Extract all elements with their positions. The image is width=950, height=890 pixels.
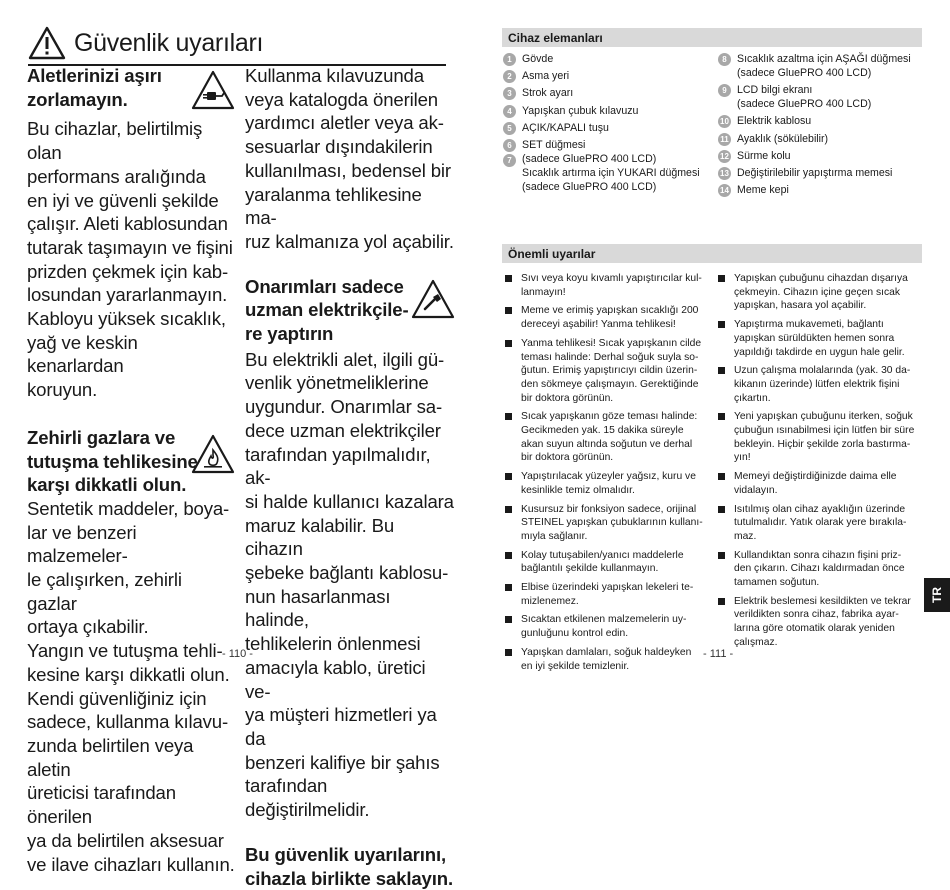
warning-item: Kolay tutuşabilen/yanıcı maddelerle bağlantılı şekilde kullanmayın. (505, 549, 707, 576)
warning-item: Sıcak yapışkanın göze teması halinde: Gecikmeden yak. 15 dakika süreyle akan suyun altında soğutun ve derhal bir doktora görünün. (505, 410, 707, 465)
flammable-warning-icon (191, 434, 235, 474)
number-badge: 5 (503, 122, 516, 135)
list-item: 13 Değiştirilebilir yapıştırma memesi (718, 166, 928, 180)
list-item: 6 7 SET düğmesi (sadece GluePRO 400 LCD) Sıcaklık artırma için YUKARI düğmesi (sadece GluePRO 400 LCD) (503, 138, 708, 194)
bullet-square-icon (505, 552, 512, 559)
bullet-square-icon (718, 275, 725, 282)
number-badge: 9 (718, 84, 731, 97)
section-toxic-gases (27, 426, 235, 876)
section-header-elements: Cihaz elemanları (502, 28, 922, 47)
language-tab: TR (924, 578, 950, 612)
list-item: 12 Sürme kolu (718, 149, 928, 163)
list-item: 9 LCD bilgi ekranı (sadece GluePRO 400 LCD) (718, 83, 928, 111)
bullet-square-icon (718, 552, 725, 559)
section-body: Sentetik maddeler, boya- lar ve benzeri malzemeler- le çalışırken, zehirli gazlar ortaya çıkabilir. Yangın ve tutuşma tehli- kesine karşı dikkatli olun. Kendi güvenliğiniz için sadece, kullanma kılavu- zunda belirtilen veya aletin üreticisi tarafından önerilen ya da belirtilen aksesuar ve ilave cihazları kullanın. (27, 497, 235, 875)
elements-list-1 (503, 52, 708, 197)
accessories-paragraph: Kullanma kılavuzunda veya katalogda önerilen yardımcı aletler veya ak- sesuarlar dışındakilerin kullanılması, bedensel bir yaralanma tehlikesine ma- ruz kalmanıza yol açabilir. (245, 65, 454, 252)
section-heading: Onarımları sadece uzman elektrikçile- re yaptırın (245, 275, 409, 345)
left-column-2 (245, 64, 455, 890)
bullet-square-icon (718, 413, 725, 420)
number-badge: 10 (718, 115, 731, 128)
bullet-square-icon (505, 275, 512, 282)
list-item: 1 Gövde (503, 52, 708, 66)
left-column-1 (27, 64, 235, 876)
closing-note: Bu güvenlik uyarılarını, cihazla birlikte saklayın. (245, 843, 453, 889)
tool-warning-icon (411, 279, 455, 319)
bullet-square-icon (718, 506, 725, 513)
number-badge: 11 (718, 133, 731, 146)
bullet-square-icon (505, 473, 512, 480)
list-item: 8 Sıcaklık azaltma için AŞAĞI düğmesi (sadece GluePRO 400 LCD) (718, 52, 928, 80)
left-page (0, 0, 475, 889)
bullet-square-icon (505, 584, 512, 591)
section-heading: Aletlerinizi aşırı zorlamayın. (27, 65, 162, 110)
list-item: 3 Strok ayarı (503, 86, 708, 100)
plug-warning-icon (191, 70, 235, 110)
warning-item: Yanma tehlikesi! Sıcak yapışkanın cilde teması halinde: Derhal soğuk suyla so- ğutun. Erimiş yapıştırıcıyı cildin üzerin- den sökmeye çalışmayın. Gerektiğinde bir doktora görünün. (505, 337, 707, 406)
bullet-square-icon (718, 598, 725, 605)
section-header-warnings: Önemli uyarılar (502, 244, 922, 263)
number-badge: 7 (503, 154, 516, 167)
bullet-square-icon (718, 321, 725, 328)
warning-item: Yapışkan çubuğunu cihazdan dışarıya çekmeyin. Cihazın içine geçen sıcak yapışkan, hasara yol açabilir. (718, 272, 930, 313)
warning-item: Sıcaktan etkilenen malzemelerin uy- gunluğunu kontrol edin. (505, 613, 707, 640)
section-overload (27, 64, 235, 402)
bullet-square-icon (505, 340, 512, 347)
number-badge: 4 (503, 105, 516, 118)
number-badge: 3 (503, 87, 516, 100)
title-row (28, 26, 263, 60)
warning-item: Isıtılmış olan cihaz ayaklığın üzerinde tutulmalıdır. Yatık olarak yere bırakıla- maz. (718, 503, 930, 544)
warnings-list-2 (718, 272, 930, 655)
bullet-square-icon (505, 506, 512, 513)
list-item: 10 Elektrik kablosu (718, 114, 928, 128)
warning-item: Yapıştırılacak yüzeyler yağsız, kuru ve kesinlikle temiz olmalıdır. (505, 470, 707, 497)
number-badge: 13 (718, 167, 731, 180)
number-badge: 6 (503, 139, 516, 152)
list-item: 5 AÇIK/KAPALI tuşu (503, 121, 708, 135)
section-repairs (245, 275, 455, 822)
page-number: - 110 - (222, 648, 253, 660)
elements-list-2 (718, 52, 928, 200)
bullet-square-icon (505, 616, 512, 623)
warning-triangle-icon (28, 26, 66, 60)
right-page (475, 0, 950, 670)
section-body: Bu elektrikli alet, ilgili gü- venlik yönetmeliklerine uygundur. Onarımlar sa- dece uzman elektrikçiler tarafından yapılmalıdır, ak- si halde kullanıcı kazalara maruz kalabilir. Bu cihazın şebeke bağlantı kablosu- nun hasarlanması halinde, tehlikelerin önlenmesi amacıyla kablo, üretici ve- ya müşteri hizmetleri ya da benzeri kalifiye bir şahıs tarafından değiştirilmelidir. (245, 348, 454, 821)
bullet-square-icon (505, 413, 512, 420)
list-item: 2 Asma yeri (503, 69, 708, 83)
number-badge: 14 (718, 184, 731, 197)
warning-item: Yapıştırma mukavemeti, bağlantı yapışkan sürüldükten hemen sonra yapıldığı takdirde en uygun hale gelir. (718, 318, 930, 359)
warning-item: Elektrik beslemesi kesildikten ve tekrar verildikten sonra cihaz, fabrika ayar- larına göre otomatik olarak yeniden çalışmaz. (718, 595, 930, 650)
bullet-square-icon (505, 307, 512, 314)
bullet-square-icon (718, 367, 725, 374)
list-item: 4 Yapışkan çubuk kılavuzu (503, 104, 708, 118)
warning-item: Meme ve erimiş yapışkan sıcaklığı 200 dereceyi aşabilir! Yanma tehlikesi! (505, 304, 707, 331)
number-badge: 2 (503, 70, 516, 83)
warning-item: Kullandıktan sonra cihazın fişini priz- den çıkarın. Cihazı kaldırmadan önce tamamen soğutun. (718, 549, 930, 590)
warning-item: Elbise üzerindeki yapışkan lekeleri te- mizlenemez. (505, 581, 707, 608)
bullet-square-icon (505, 649, 512, 656)
warning-item: Yeni yapışkan çubuğunu iterken, soğuk çubuğun ısınabilmesi için lütfen bir süre bekleyin. Hiçbir şekilde zorla bastırma- yın! (718, 410, 930, 465)
list-item: 14 Meme kepi (718, 183, 928, 197)
number-badge: 8 (718, 53, 731, 66)
warning-item: Kusursuz bir fonksiyon sadece, orijinal STEINEL yapışkan çubuklarının kullanı- mıyla sağlanır. (505, 503, 707, 544)
warnings-list-1 (505, 272, 707, 678)
page-number: - 111 - (703, 648, 734, 660)
page-title: Güvenlik uyarıları (74, 28, 264, 57)
section-heading: Zehirli gazlara ve tutuşma tehlikesine karşı dikkatli olun. (27, 426, 198, 496)
warning-item: Sıvı veya koyu kıvamlı yapıştırıcılar kul- lanmayın! (505, 272, 707, 299)
warning-item: Uzun çalışma molalarında (yak. 30 da- kikanın üzerinde) lütfen elektrik fişini çıkartın. (718, 364, 930, 405)
warning-item: Yapışkan damlaları, soğuk haldeyken en iyi şekilde temizlenir. (505, 646, 707, 673)
list-item: 11 Ayaklık (sökülebilir) (718, 132, 928, 146)
number-badge: 1 (503, 53, 516, 66)
section-body: Bu cihazlar, belirtilmiş olan performans aralığında en iyi ve güvenli şekilde çalışır. Aleti kablosundan tutarak taşımayın ve fişini prizden çekmek için kab- losundan yararlanmayın. Kabloyu yüksek sıcaklık, yağ ve keskin kenarlardan koruyun. (27, 118, 233, 401)
warning-item: Memeyi değiştirdiğinizde daima elle vidalayın. (718, 470, 930, 497)
number-badge: 12 (718, 150, 731, 163)
bullet-square-icon (718, 473, 725, 480)
